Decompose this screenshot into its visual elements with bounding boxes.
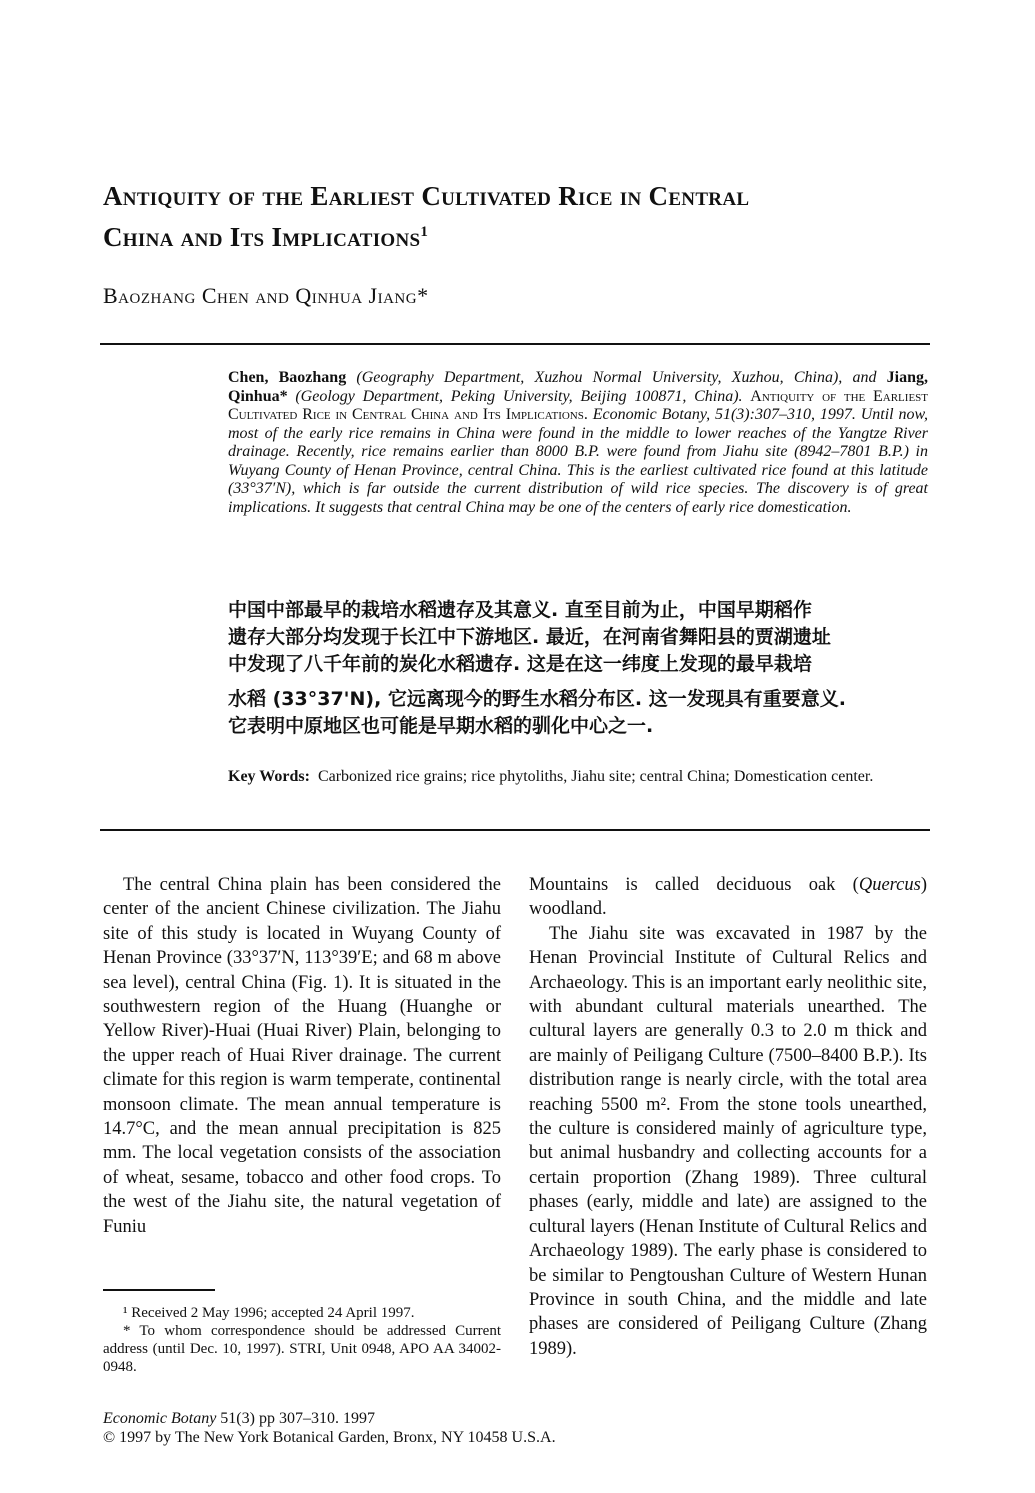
abstract-affiliation-1: (Geography Department, Xuzhou Normal University, Xuzhou, China), and	[356, 369, 877, 386]
keywords	[228, 768, 928, 787]
title-line-1: Antiquity of the Earliest Cultivated Rice in Central	[103, 181, 750, 211]
title-line-2-text: China and Its Implications	[103, 222, 421, 252]
bottom-rule	[100, 829, 930, 831]
journal-volume: 51(3) pp 307–310. 1997	[216, 1410, 375, 1427]
para-text: ). Its distribution range is nearly circle, with the total area reaching 5500 m².	[529, 1045, 927, 1115]
para-text: Mountains is called deciduous oak (	[529, 875, 859, 895]
para-text: From the stone tools unearthed, the culture is considered mainly of agriculture type, but animal husbandry and collecting accounts for a certain proportion (Zhang 1989). Three cultural phases (early, middle and late) are assigned to the cultural layers (Henan Institute of Cultural Relics and Archaeology 1989). The early phase is considered to be similar to Pengtoushan Culture of Western Hunan Province in south China, and the middle and late phases are considered of Peiligang Culture (Zhang 1989).	[529, 1094, 928, 1359]
abstract-author-2: Jiang, Qinhua*	[228, 369, 929, 405]
body-paragraph-continued	[529, 873, 927, 922]
article-title	[103, 178, 933, 255]
top-rule	[100, 343, 930, 345]
chinese-line-3: 中发现了八千年前的炭化水稻遗存. 这是在这一纬度上发现的最早栽培	[228, 653, 812, 675]
footnote-1: ¹ Received 2 May 1996; accepted 24 April 1997.	[123, 1305, 415, 1321]
english-abstract	[228, 369, 928, 517]
para-bp: B.P.	[862, 1045, 893, 1066]
body-column-left	[103, 873, 501, 1239]
journal-name: Economic Botany	[103, 1410, 217, 1427]
chinese-line-2: 遗存大部分均发现于长江中下游地区. 最近，在河南省舞阳县的贾湖遗址	[228, 626, 831, 648]
abstract-author-1: Chen, Baozhang	[228, 369, 347, 386]
para-text: The Jiahu site was excavated in 1987 by the Henan Provincial Institute of Cultural Relics and Archaeology. This is an important early neolithic site, with abundant cultural materials unearthed. The cultural layers are generally 0.3 to 2.0 m thick and are mainly of Peiligang Culture (7500–8400	[529, 923, 927, 1066]
keywords-label: Key Words:	[228, 768, 310, 785]
chinese-line-gap	[228, 678, 938, 686]
abstract-body: Economic Botany, 51(3):307–310, 1997. Until now, most of the early rice remains in China were found in the middle to lower reaches of the Yangtze River drainage. Recently, rice remains earlier than 8000 B.P. were found from Jiahu site (8942–7801 B.P.) in Wuyang County of Henan Province, central China. This is the earliest cultivated rice found at this latitude (33°37′N), which is far outside the current distribution of wild rice species. The discovery is of great implications. It suggests that central China may be one of the centers of early rice domestication.	[228, 406, 928, 516]
abstract-ref-title: Antiquity of the Earliest Cultivated Rice in Central China and Its Implications.	[228, 387, 928, 423]
body-paragraph: The central China plain has been considered the center of the ancient Chinese civilization. The Jiahu site of this study is located in Wuyang County of Henan Province (33°37′N, 113°39′E; and 68 m above sea level), central China (Fig. 1). It is situated in the southwestern region of the Huang (Huanghe or Yellow River)-Huai (Huai River) Plain, belonging to the upper reach of Huai River drainage. The current climate for this region is warm temperate, continental monsoon climate. The mean annual temperature is 14.7°C, and the mean annual precipitation is 825 mm. The local vegetation consists of the association of wheat, sesame, tobacco and other food crops. To the west of the Jiahu site, the natural vegetation of Funiu	[103, 875, 501, 1237]
para-text: ) woodland.	[529, 875, 927, 920]
footnotes	[103, 1304, 501, 1376]
body-column-right	[529, 873, 927, 1361]
chinese-line-5: 它表明中原地区也可能是早期水稻的驯化中心之一.	[228, 715, 654, 737]
footnote-rule	[103, 1289, 215, 1291]
title-line-2	[103, 214, 933, 255]
authors: Baozhang Chen and Qinhua Jiang*	[103, 283, 429, 308]
chinese-line-4: 水稻 (33°37'N), 它远离现今的野生水稻分布区. 这一发现具有重要意义.	[228, 688, 846, 710]
copyright: © 1997 by The New York Botanical Garden, Bronx, NY 10458 U.S.A.	[103, 1429, 556, 1446]
footnote-2: * To whom correspondence should be addressed Current address (until Dec. 10, 1997). STRI, Unit 0948, APO AA 34002-0948.	[103, 1323, 501, 1375]
para-italic-genus: Quercus	[858, 875, 921, 895]
journal-citation	[103, 1409, 556, 1428]
chinese-line-1: 中国中部最早的栽培水稻遗存及其意义. 直至目前为止，中国早期稻作	[228, 599, 812, 621]
body-paragraph	[529, 922, 927, 1361]
title-footnote-mark: 1	[420, 224, 429, 240]
journal-info	[103, 1409, 556, 1447]
keywords-text: Carbonized rice grains; rice phytoliths, Jiahu site; central China; Domestication center.	[317, 768, 874, 785]
chinese-abstract	[228, 597, 938, 740]
abstract-affiliation-2: (Geology Department, Peking University, Beijing 100871, China).	[295, 387, 743, 405]
